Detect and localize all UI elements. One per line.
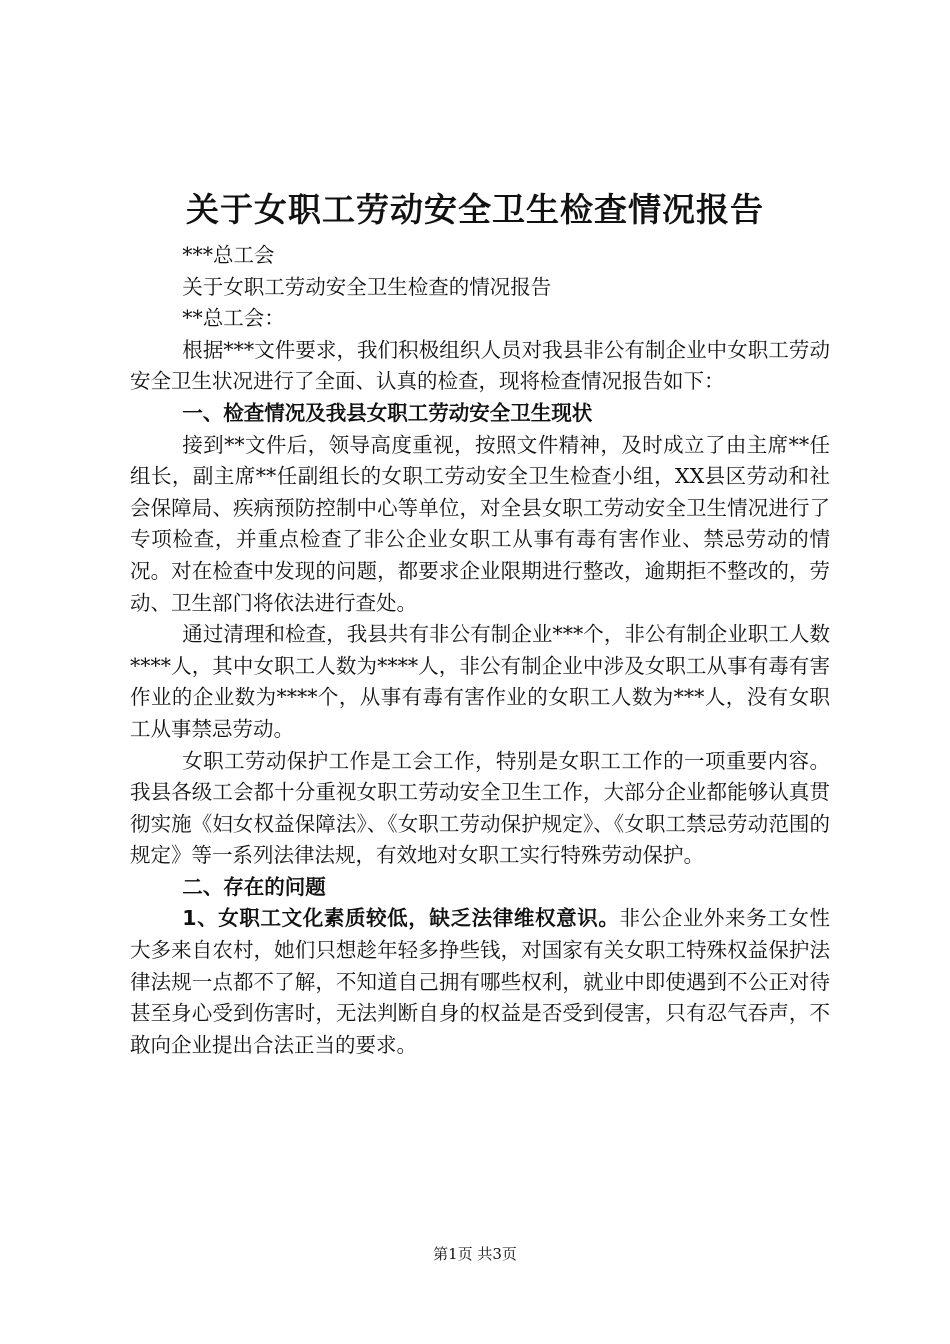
report-subtitle: 关于女职工劳动安全卫生检查的情况报告 bbox=[182, 274, 552, 299]
salutation: **总工会： bbox=[182, 306, 285, 331]
page-footer: 第1页 共3页 bbox=[433, 1245, 517, 1263]
section-heading-2: 二、存在的问题 bbox=[182, 874, 326, 899]
document-body bbox=[130, 240, 830, 1061]
addressee-union: ***总工会 bbox=[182, 243, 275, 267]
body-paragraph: 接到**文件后，领导高度重视，按照文件精神，及时成立了由主席**任组长，副主席**任副组长的女职工劳动安全卫生检查小组，XX县区劳动和社会保障局、疾病预防控制中心等单位，对全县女职工劳动安全卫生情况进行了专项检查，并重点检查了非公企业女职工从事有毒有害作业、禁忌劳动的情况。对在检查中发现的问题，都要求企业限期进行整改，逾期拒不整改的，劳动、卫生部门将依法进行查处。 bbox=[130, 432, 830, 615]
body-paragraph bbox=[130, 903, 830, 1061]
section-heading-1: 一、检查情况及我县女职工劳动安全卫生现状 bbox=[182, 400, 593, 425]
body-paragraph: 女职工劳动保护工作是工会工作，特别是女职工工作的一项重要内容。我县各级工会都十分重视女职工劳动安全卫生工作，大部分企业都能够认真贯彻实施《妇女权益保障法》、《女职工劳动保护规定》、《女职工禁忌劳动范围的规定》等一系列法律法规，有效地对女职工实行特殊劳动保护。 bbox=[130, 748, 830, 868]
document-title: 关于女职工劳动安全卫生检查情况报告 bbox=[186, 190, 764, 229]
paragraph-text: 非公企业外来务工女性大多来自农村，她们只想趁年轻多挣些钱，对国家有关女职工特殊权益保护法律法规一点都不了解，不知道自己拥有哪些权利，就业中即使遇到不公正对待甚至身心受到伤害时，无法判断自身的权益是否受到侵害，只有忍气吞声，不敢向企业提出合法正当的要求。 bbox=[130, 906, 831, 1057]
body-paragraph: 通过清理和检查，我县共有非公有制企业***个，非公有制企业职工人数****人，其中女职工人数为****人，非公有制企业中涉及女职工从事有毒有害作业的企业数为****个，从事有毒有害作业的女职工人数为***人，没有女职工从事禁忌劳动。 bbox=[130, 622, 830, 741]
paragraph-lead: 1、女职工文化素质较低，缺乏法律维权意识。 bbox=[182, 906, 620, 931]
intro-paragraph: 根据***文件要求，我们积极组织人员对我县非公有制企业中女职工劳动安全卫生状况进行了全面、认真的检查，现将检查情况报告如下： bbox=[130, 337, 830, 394]
